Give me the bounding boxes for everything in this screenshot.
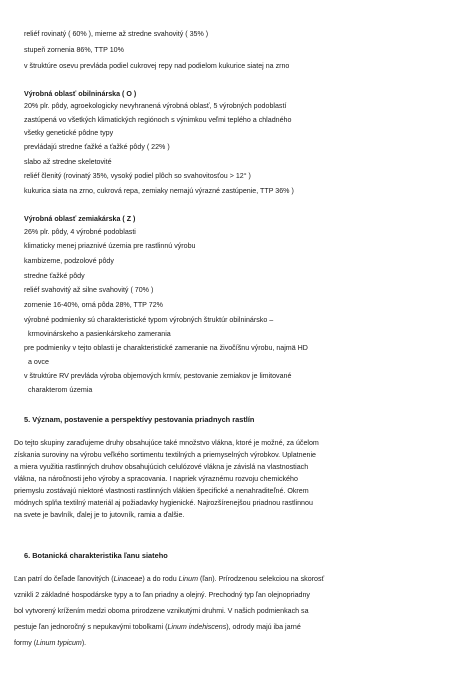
text-line: kukurica siata na zrno, cukrová repa, zemiaky nemajú výrazné zastúpenie, TTP 36% ) (24, 187, 294, 195)
text-line: slabo až stredne skeletovité (24, 158, 112, 166)
text-line: a ovce (28, 358, 49, 366)
paragraph-line: a miera využitia rastlinných druhov obsahujúcich celulózové vlákna je závislá na vlastnostiach (14, 463, 309, 471)
text-line: 20% plr. pôdy, agroekologicky nevyhranená výrobná oblasť, 5 výrobných podoblastí (24, 102, 287, 110)
latin-term: Linum indehiscens (167, 623, 227, 631)
text-run: (ľan). Prírodzenou selekciou na skorosť (197, 575, 325, 583)
paragraph-line (14, 574, 324, 584)
section-title: 5. Význam, postavenie a perspektívy pestovania priadnych rastlín (24, 415, 255, 424)
latin-term: Linum typicum (36, 639, 82, 647)
text-run: Ľan patrí do čeľade ľanovitých ( (14, 575, 114, 583)
paragraph-line: vznikli 2 základné hospodárske typy a to ľan priadny a olejný. Prechodný typ ľan olejnopriadny (14, 591, 310, 599)
text-line: prevládajú stredne ťažké a ťažké pôdy ( 22% ) (24, 143, 170, 151)
paragraph-line: módnych splňa textilný materiál aj požiadavky hygienické. Najrozšírenejšou priadnou rastlinnou (14, 499, 313, 507)
paragraph-line: na svete je bavlník, ďalej je to jutovník, ramia a ďalšie. (14, 511, 185, 519)
section-heading: Výrobná oblasť zemiakárska ( Z ) (24, 215, 136, 223)
text-line: klimaticky menej priaznivé územia pre rastlinnú výrobu (24, 242, 196, 250)
paragraph-line (14, 622, 301, 632)
section-title: 6. Botanická charakteristika ľanu siateho (24, 551, 168, 560)
text-line: zastúpená vo všetkých klimatických regiónoch s výnimkou veľmi teplého a chladného (24, 116, 292, 124)
paragraph-line: priemyslu zostávajú niektoré vlastnosti rastlinných vlákien špecifické a nenahraditeľné. Okrem (14, 487, 309, 495)
text-run: pestuje ľan jednoročný s nepukavými tobolkami ( (14, 623, 168, 631)
text-line: kambizeme, podzolové pôdy (24, 257, 114, 265)
text-line: 26% plr. pôdy, 4 výrobné podoblasti (24, 228, 136, 236)
text-line: reliéf rovinatý ( 60% ), mierne až stredne svahovitý ( 35% ) (24, 30, 209, 38)
paragraph-line: bol vytvorený krížením medzi oboma prirodzene vznikutými druhmi. V našich podmienkach sa (14, 607, 309, 615)
text-line: krmovinárskeho a pasienkárskeho zamerania (28, 330, 171, 338)
paragraph-line: vlákna, na náročnosti jeho výroby a spracovania. I napriek výraznému rozvoju chemického (14, 475, 298, 483)
latin-term: Linaceae (113, 575, 143, 583)
text-line: stupeň zornenia 86%, TTP 10% (24, 46, 124, 54)
text-line: výrobné podmienky sú charakteristické typom výrobných štruktúr obilninársko – (24, 316, 274, 324)
paragraph-line: získania suroviny na výrobu veľkého sortimentu textilných a priemyselných výrobkov. Uplatnenie (14, 451, 316, 459)
text-line: reliéf svahovitý až silne svahovitý ( 70% ) (24, 286, 154, 294)
text-run: ), odrody majú iba jarné (226, 623, 301, 631)
text-line: v štruktúre osevu prevláda podiel cukrovej repy nad podielom kukurice siatej na zrno (24, 62, 290, 70)
paragraph-line (14, 638, 86, 648)
text-line: v štruktúre RV prevláda výroba objemových krmív, pestovanie zemiakov je limitované (24, 372, 292, 380)
text-line: zornenie 16-40%, orná pôda 28%, TTP 72% (24, 301, 163, 309)
text-line: reliéf členitý (rovinatý 35%, vysoký podiel plôch so svahovitosťou > 12° ) (24, 172, 251, 180)
latin-term: Linum (178, 575, 198, 583)
text-run: ). (81, 639, 87, 647)
text-run: ) a do rodu (142, 575, 179, 583)
paragraph-line: Do tejto skupiny zaraďujeme druhy obsahujúce také množstvo vlákna, ktoré je možné, za účelom (14, 439, 319, 447)
text-line: všetky genetické pôdne typy (24, 129, 114, 137)
text-line: charakterom územia (28, 386, 93, 394)
text-run: formy ( (14, 639, 37, 647)
text-line: pre podmienky v tejto oblasti je charakteristické zameranie na živočíšnu výrobu, najmä HD (24, 344, 308, 352)
text-line: stredne ťažké pôdy (24, 272, 85, 280)
section-heading: Výrobná oblasť obilninárska ( O ) (24, 90, 137, 98)
